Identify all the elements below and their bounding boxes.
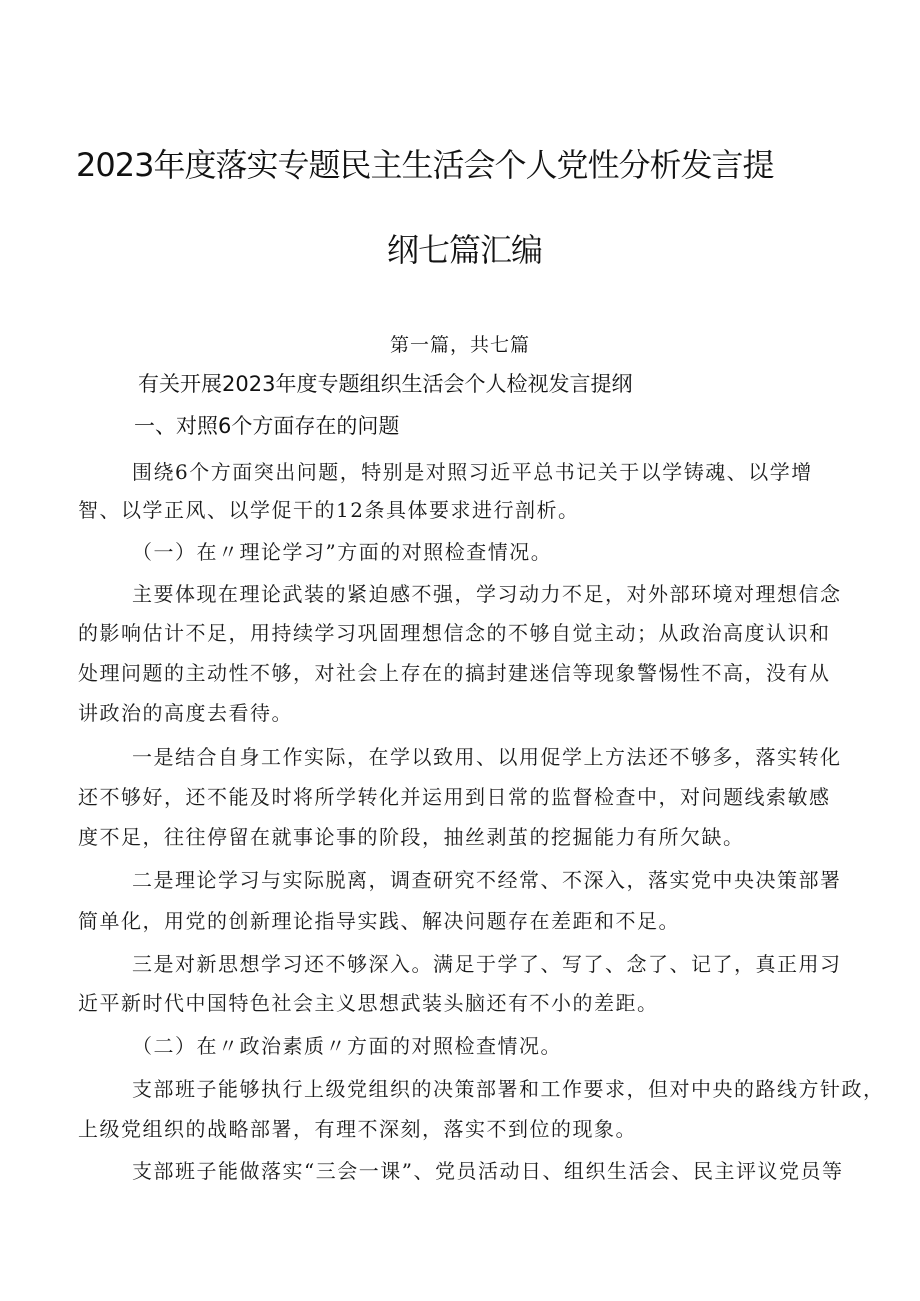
paragraph-line: 主要体现在理论武装的紧迫感不强，学习动力不足，对外部环境对理想信念 xyxy=(132,582,842,606)
document-title-line-1: 2023年度落实专题民主生活会个人党性分析发言提 xyxy=(76,146,774,184)
paragraph-line: 简单化，用党的创新理论指导实践、解决问题存在差距和不足。 xyxy=(78,909,680,933)
document-title-line-2: 纲七篇汇编 xyxy=(387,231,543,269)
paragraph-line: （一）在〃理论学习”方面的对照检查情况。 xyxy=(132,540,553,564)
paragraph-line: 度不足，往往停留在就事论事的阶段，抽丝剥茧的挖掘能力有所欠缺。 xyxy=(78,825,745,849)
paragraph-line: 围绕6个方面突出问题，特别是对照习近平总书记关于以学铸魂、以学增 xyxy=(132,460,813,484)
paragraph-line: 处理问题的主动性不够，对社会上存在的搞封建迷信等现象警惕性不高，没有从 xyxy=(78,661,831,685)
paragraph-line: 智、以学正风、以学促干的12条具体要求进行剖析。 xyxy=(78,498,580,522)
section-heading: 一、对照6个方面存在的问题 xyxy=(134,414,400,438)
paragraph-line: 上级党组织的战略部署，有理不深刻，落实不到位的现象。 xyxy=(78,1117,637,1141)
paragraph-line: 三是对新思想学习还不够深入。满足于学了、写了、念了、记了，真正用习 xyxy=(132,952,842,976)
paragraph-line: 支部班子能够执行上级党组织的决策部署和工作要求，但对中央的路线方针政， xyxy=(132,1077,885,1101)
paragraph-line: 讲政治的高度去看待。 xyxy=(78,701,293,725)
paragraph-line: 的影响估计不足，用持续学习巩固理想信念的不够自觉主动；从政治高度认识和 xyxy=(78,621,831,645)
part-label: 第一篇，共七篇 xyxy=(389,334,530,356)
paragraph-line: 还不够好，还不能及时将所学转化并运用到日常的监督检查中，对问题线索敏感 xyxy=(78,785,831,809)
paragraph-line: 一是结合自身工作实际，在学以致用、以用促学上方法还不够多，落实转化 xyxy=(132,745,842,769)
article-title: 有关开展2023年度专题组织生活会个人检视发言提纲 xyxy=(138,372,633,396)
paragraph-line: 二是理论学习与实际脱离，调查研究不经常、不深入，落实党中央决策部署 xyxy=(132,868,842,892)
paragraph-line: 支部班子能做落实“三会一课”、党员活动日、组织生活会、民主评议党员等 xyxy=(132,1159,844,1183)
paragraph-line: （二）在〃政治素质〃方面的对照检查情况。 xyxy=(132,1034,562,1058)
paragraph-line: 近平新时代中国特色社会主义思想武装头脑还有不小的差距。 xyxy=(78,991,659,1015)
